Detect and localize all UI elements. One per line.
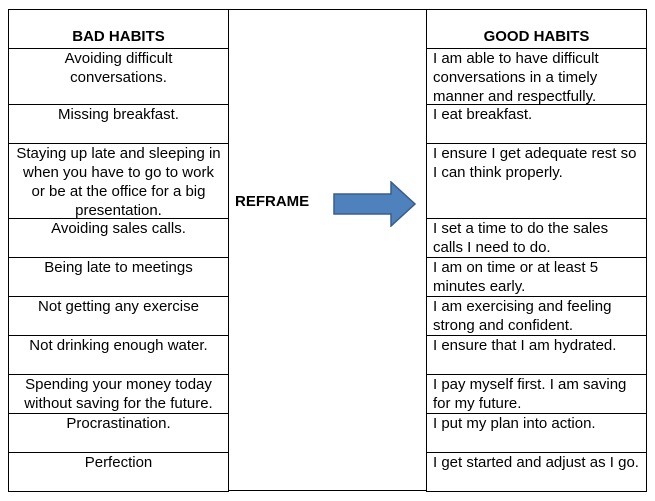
bad-habit-row: Spending your money today without saving for the future. — [9, 375, 228, 414]
right-arrow-icon — [333, 181, 417, 227]
bad-habit-row: Procrastination. — [9, 414, 228, 453]
bad-habit-row: Avoiding difficult conversations. — [9, 49, 228, 105]
bad-habit-row: Avoiding sales calls. — [9, 219, 228, 258]
good-habit-row: I ensure that I am hydrated. — [427, 336, 646, 375]
bad-habit-row: Not getting any exercise — [9, 297, 228, 336]
good-habits-column — [426, 9, 647, 492]
good-habit-row: I pay myself first. I am saving for my future. — [427, 375, 646, 414]
bad-habit-row: Being late to meetings — [9, 258, 228, 297]
good-habit-row: I eat breakfast. — [427, 105, 646, 144]
good-habit-row: I set a time to do the sales calls I need to do. — [427, 219, 646, 258]
good-habit-row: I am on time or at least 5 minutes early. — [427, 258, 646, 297]
good-habit-row: I put my plan into action. — [427, 414, 646, 453]
good-habit-row: I ensure I get adequate rest so I can think properly. — [427, 144, 646, 219]
bad-habit-row: Perfection — [9, 453, 228, 492]
good-habit-row: I am able to have difficult conversations in a timely manner and respectfully. — [427, 49, 646, 105]
bad-habit-row: Not drinking enough water. — [9, 336, 228, 375]
good-habit-row: I get started and adjust as I go. — [427, 453, 646, 492]
reframe-label: REFRAME — [235, 193, 310, 210]
reframe-column — [228, 9, 427, 491]
bad-habits-column — [8, 9, 229, 492]
bad-habit-row: Missing breakfast. — [9, 105, 228, 144]
good-habits-header: GOOD HABITS — [427, 10, 646, 49]
bad-habits-header: BAD HABITS — [9, 10, 228, 49]
good-habit-row: I am exercising and feeling strong and confident. — [427, 297, 646, 336]
bad-habit-row: Staying up late and sleeping in when you have to go to work or be at the office for a big presentation. — [9, 144, 228, 219]
